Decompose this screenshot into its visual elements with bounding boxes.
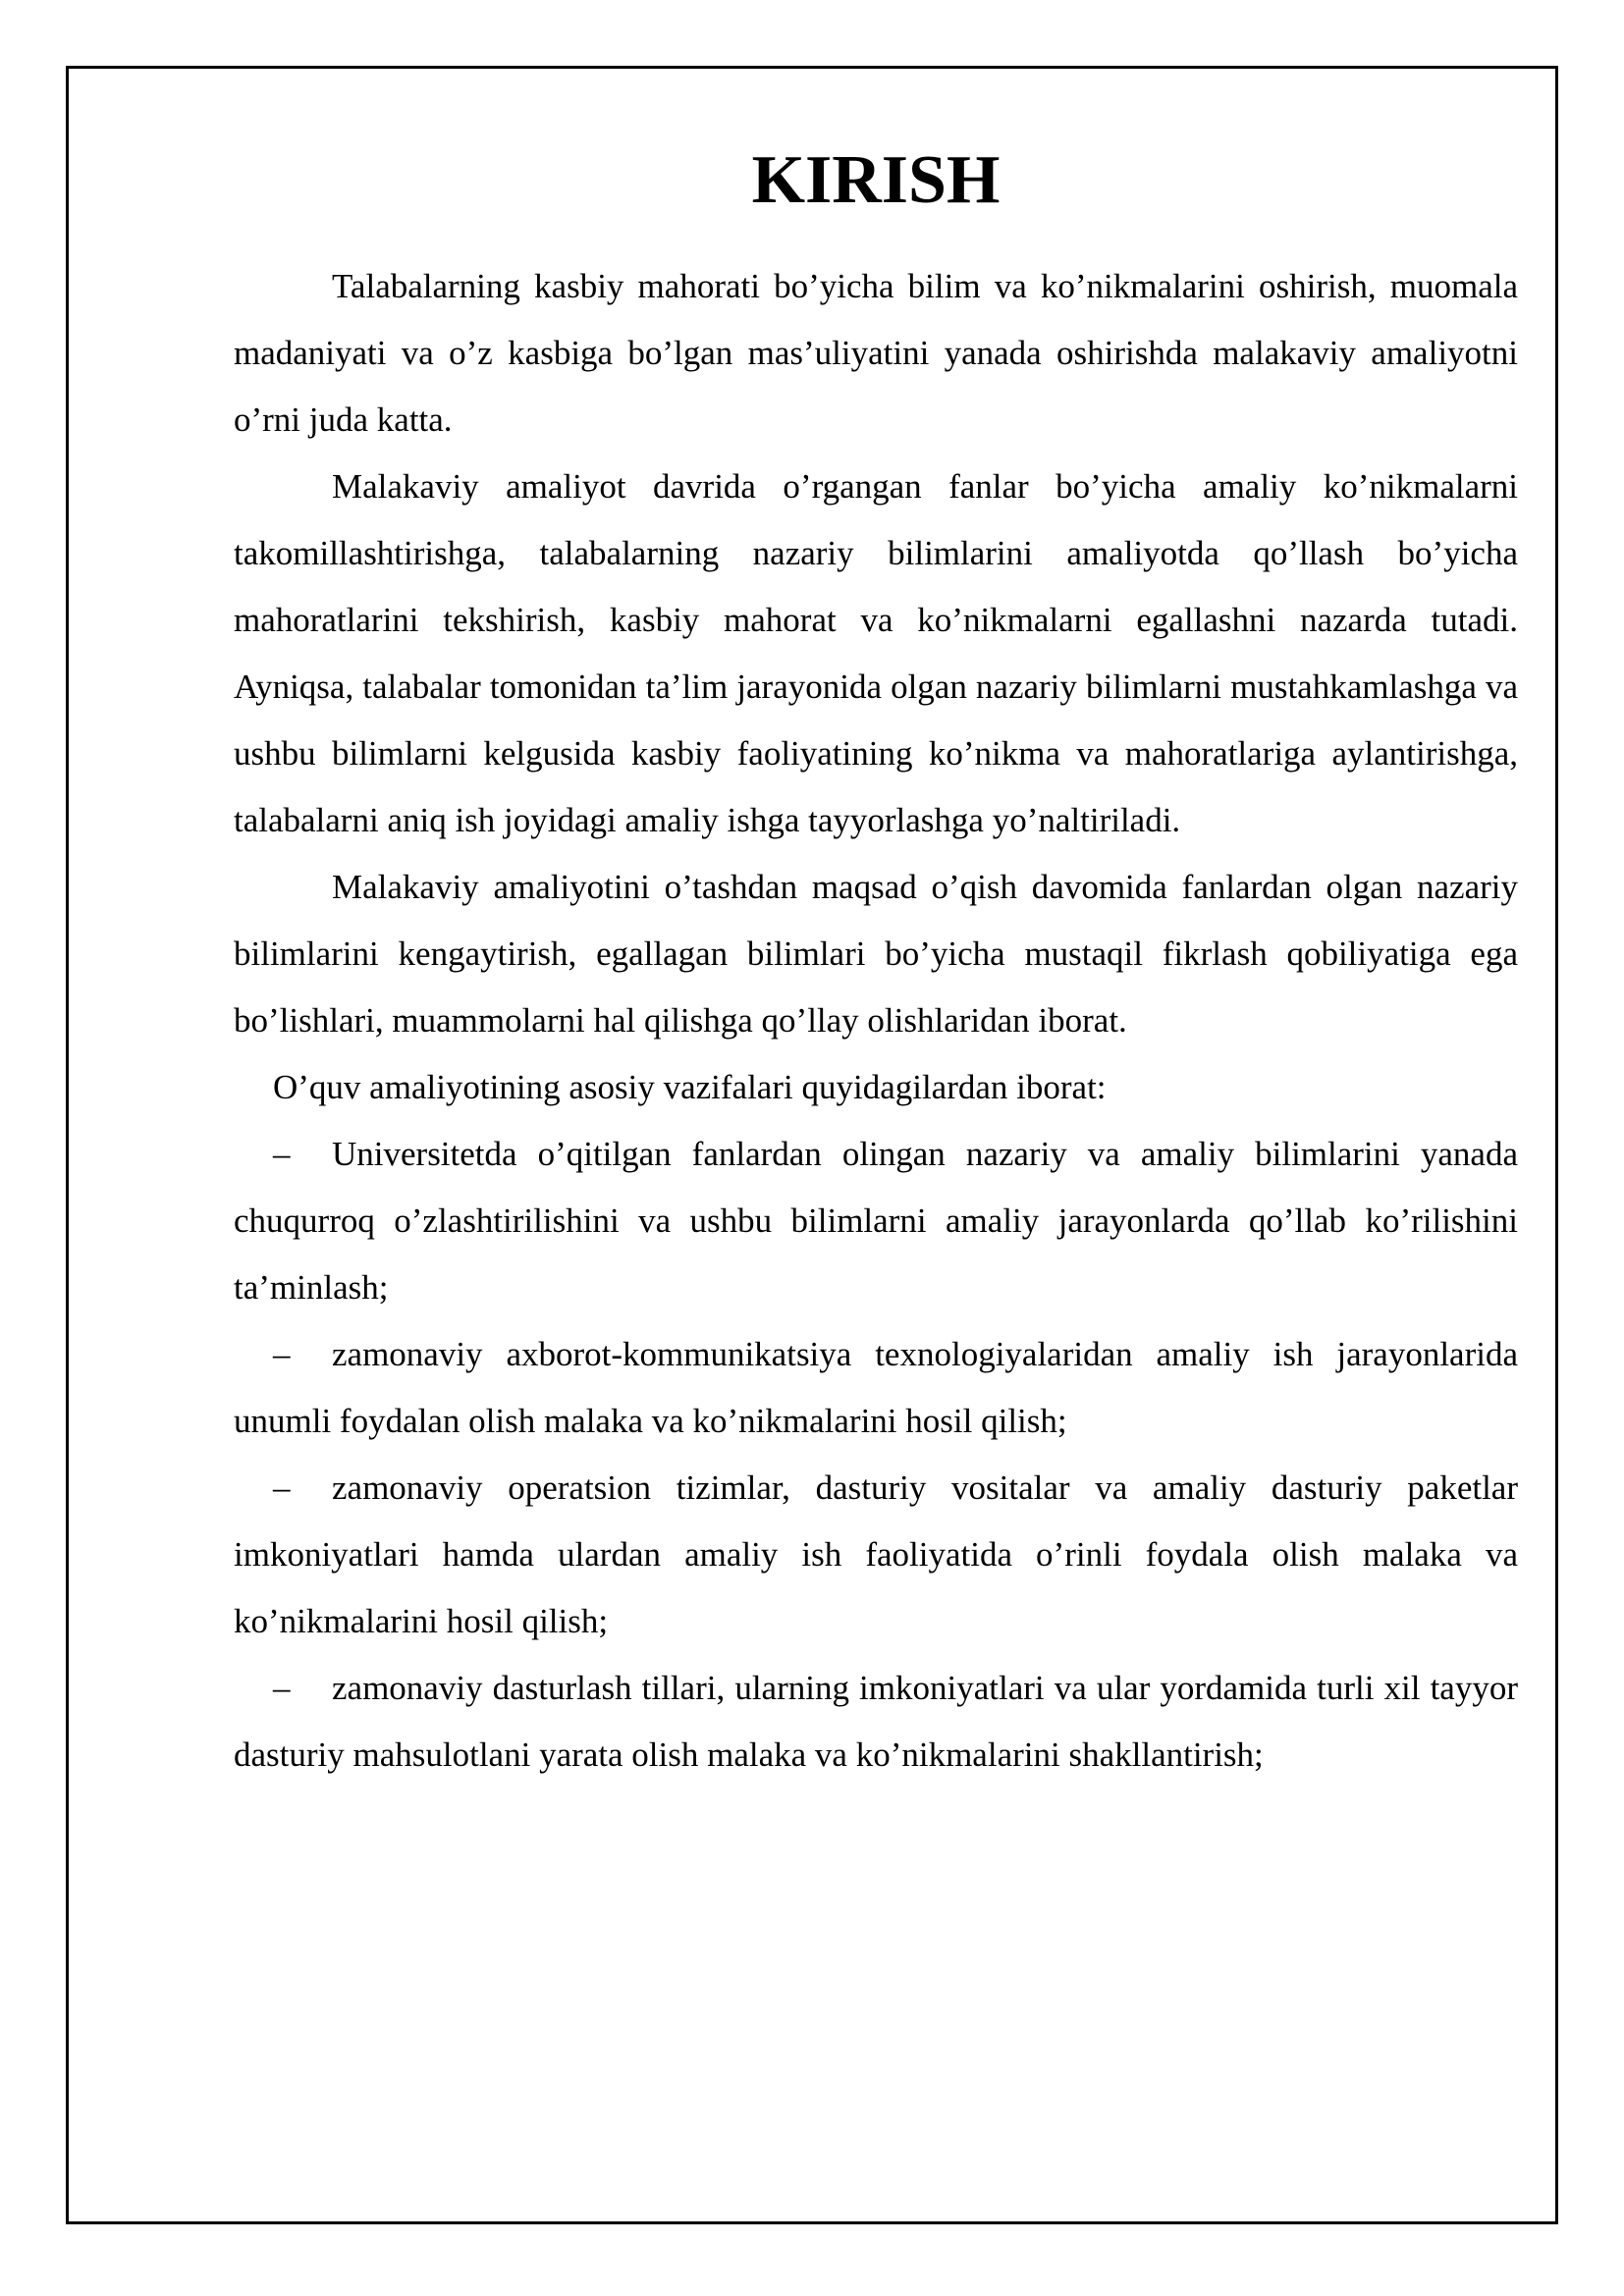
list-item xyxy=(234,1455,1518,1655)
list-item xyxy=(234,1655,1518,1789)
dash-bullet: – xyxy=(273,1468,291,1507)
dash-bullet: – xyxy=(273,1669,291,1707)
list-item-text: zamonaviy axborot-kommunikatsiya texnologiyalaridan amaliy ish jarayonlarida unumli foydalan olish malaka va ko’nikmalarini hosil qilish; xyxy=(234,1335,1518,1440)
dash-bullet: – xyxy=(273,1135,291,1173)
page-title: KIRISH xyxy=(751,142,1001,218)
tasks-intro: O’quv amaliyotining asosiy vazifalari quyidagilardan iborat: xyxy=(273,1068,1107,1106)
document-body xyxy=(234,142,1518,1789)
list-item-text: Universitetda o’qitilgan fanlardan olingan nazariy va amaliy bilimlarini yanada chuqurroq o’zlashtirilishini va ushbu bilimlarni amaliy jarayonlarda qo’llab ko’rilishini ta’minlash; xyxy=(234,1135,1518,1307)
paragraph-1: Talabalarning kasbiy mahorati bo’yicha bilim va ko’nikmalarini oshirish, muomala madaniyati va o’z kasbiga bo’lgan mas’uliyatini yanada oshirishda malakaviy amaliyotni o’rni juda katta. xyxy=(234,267,1518,439)
dash-bullet: – xyxy=(273,1335,291,1373)
list-item-text: zamonaviy dasturlash tillari, ularning imkoniyatlari va ular yordamida turli xil tayyor dasturiy mahsulotlani yarata olish malaka va ko’nikmalarini shakllantirish; xyxy=(234,1669,1518,1774)
list-item-text: zamonaviy operatsion tizimlar, dasturiy vositalar va amaliy dasturiy paketlar imkoniyatlari hamda ulardan amaliy ish faoliyatida o’rinli foydala olish malaka va ko’nikmalarini hosil qilish; xyxy=(234,1468,1518,1640)
paragraph-3: Malakaviy amaliyotini o’tashdan maqsad o’qish davomida fanlardan olgan nazariy bilimlarini kengaytirish, egallagan bilimlari bo’yicha mustaqil fikrlash qobiliyatiga ega bo’lishlari, muammolarni hal qilishga qo’llay olishlaridan iborat. xyxy=(234,868,1518,1040)
list-item xyxy=(234,1121,1518,1321)
paragraph-2: Malakaviy amaliyot davrida o’rgangan fanlar bo’yicha amaliy ko’nikmalarni takomillashtirishga, talabalarning nazariy bilimlarini amaliyotda qo’llash bo’yicha mahoratlarini tekshirish, kasbiy mahorat va ko’nikmalarni egallashni nazarda tutadi. Ayniqsa, talabalar tomonidan ta’lim jarayonida olgan nazariy bilimlarni mustahkamlashga va ushbu bilimlarni kelgusida kasbiy faoliyatining ko’nikma va mahoratlariga aylantirishga, talabalarni aniq ish joyidagi amaliy ishga tayyorlashga yo’naltiriladi. xyxy=(234,467,1518,839)
list-item xyxy=(234,1321,1518,1455)
